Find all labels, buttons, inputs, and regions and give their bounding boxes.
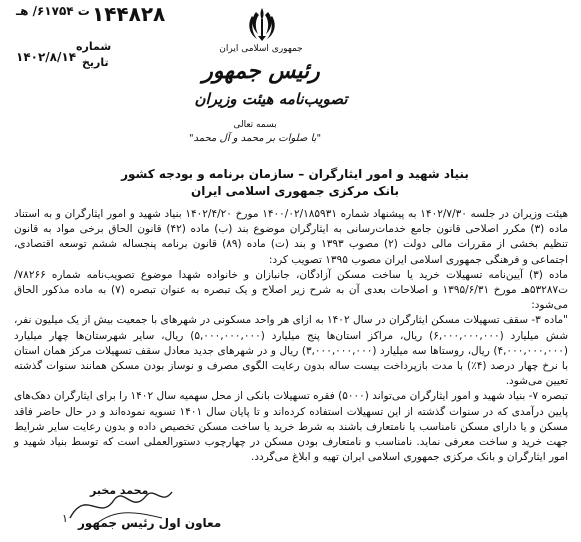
letter-reference-number: ت ۶۱۷۵۴/ هـ (16, 4, 90, 18)
number-label: شماره (76, 40, 112, 53)
salavat-line: "با صلوات بر محمد و آل محمد" (188, 133, 322, 144)
president-heading: رئیس جمهور (202, 58, 320, 84)
addressee-line: بانک مرکزی جمهوری اسلامی ایران (191, 184, 399, 198)
decree-body (14, 207, 568, 465)
republic-label: جمهوری اسلامی ایران (219, 44, 303, 54)
document-serial-number: ۱۴۴۸۲۸ (92, 2, 166, 26)
body-paragraph: "ماده ۳- سقف تسهیلات مسکن ایثارگران در سال ۱۴۰۲ به ازای هر واحد مسکونی در شهرهای با جمعیت بیش از یک میلیون نفر، شش میلیارد (۶,۰۰۰,۰۰۰,۰۰۰) ریال، مراکز استان‌ها پنج میلیارد (۵,۰۰۰,۰۰۰,۰۰۰) ریال، سایر شهرستان‌ها چهار میلیارد (۴,۰۰۰,۰۰۰,۰۰۰) ریال، روستاها سه میلیارد (۳,۰۰۰,۰۰۰,۰۰۰) ریال و در شهرهای جدید معادل سقف تسهیلات مرکز همان استان با نرخ چهار درصد (۴٪) با مدت بازپرداخت بیست ساله بدون رعایت الگوی مصرف و نوساز بودن مسکن همانند سنوات گذشته تعیین می‌شود. (14, 314, 569, 388)
page-number: ۱ (62, 512, 68, 525)
letter-date: ۱۴۰۲/۸/۱۴ (16, 50, 77, 64)
signatory-title: معاون اول رئیس جمهور (78, 516, 222, 530)
iran-emblem-icon (247, 6, 277, 42)
cabinet-decree-heading: تصویب‌نامه هیئت وزیران (194, 90, 348, 108)
signatory-name: محمد مخبر (90, 484, 149, 497)
body-paragraph: تبصره ۷- بنیاد شهید و امور ایثارگران می‌تواند (۵۰۰۰) فقره تسهیلات بانکی از محل سهمیه سال ۱۴۰۲ را برای ایثارگران دهک‌های پایین درآمدی که در سنوات گذشته از این تسهیلات استفاده کرده‌اند و تا پایان سال ۱۴۰۱ تسویه نموده‌اند و در حال حاضر فاقد مسکن و یا دارای مسکن نامناسب یا نامتعارف باشند به شرط خرید یا ساخت مسکن تخصیص داده و بدون رعایت سایر شرایط جهت خرید و ساخت معرفی نماید. نامناسب و نامتعارف بودن مسکن در چهارچوب دستورالعملی است که توسط بنیاد شهید و امور ایثارگران و بانک مرکزی جمهوری اسلامی ایران تهیه و ابلاغ می‌گردد. (14, 390, 568, 464)
body-paragraph: ماده (۳) آیین‌نامه تسهیلات خرید یا ساخت مسکن آزادگان، جانبازان و خانواده شهدا موضوع تصویب‌نامه شماره ۷۸۲۶۶/ت۵۳۲۸۷هـ مورخ ۱۳۹۵/۶/۳۱ و اصلاحات بعدی آن به شرح زیر اصلاح و یک تبصره به عنوان تبصره (۷) به ماده مذکور الحاق می‌شود: (14, 268, 569, 312)
date-label: تاریخ (82, 56, 109, 69)
addressee-line: بنیاد شهید و امور ایثارگران – سازمان برنامه و بودجه کشور (121, 167, 469, 181)
addressee-block (110, 166, 480, 200)
basmala: بسمه تعالی (233, 120, 277, 130)
body-paragraph: هیئت وزیران در جلسه ۱۴۰۲/۷/۳۰ به پیشنهاد شماره ۱۴۰۰/۰۲/۱۸۵۹۳۱ مورخ ۱۴۰۲/۴/۲۰ بنیاد شهید و امور ایثارگران و به استناد ماده (۳) مکرر اصلاحی قانون جامع خدمات‌رسانی به ایثارگران موضوع بند (ب) ماده (۴۲) قانون الحاق برخی مواد به قانون تنظیم بخشی از مقررات مالی دولت (۲) مصوب ۱۳۹۳ و بند (ت) ماده (۸۹) قانون برنامه پنجساله ششم توسعه اقتصادی، اجتماعی و فرهنگی جمهوری اسلامی ایران مصوب ۱۳۹۵ تصویب کرد: (14, 208, 569, 266)
